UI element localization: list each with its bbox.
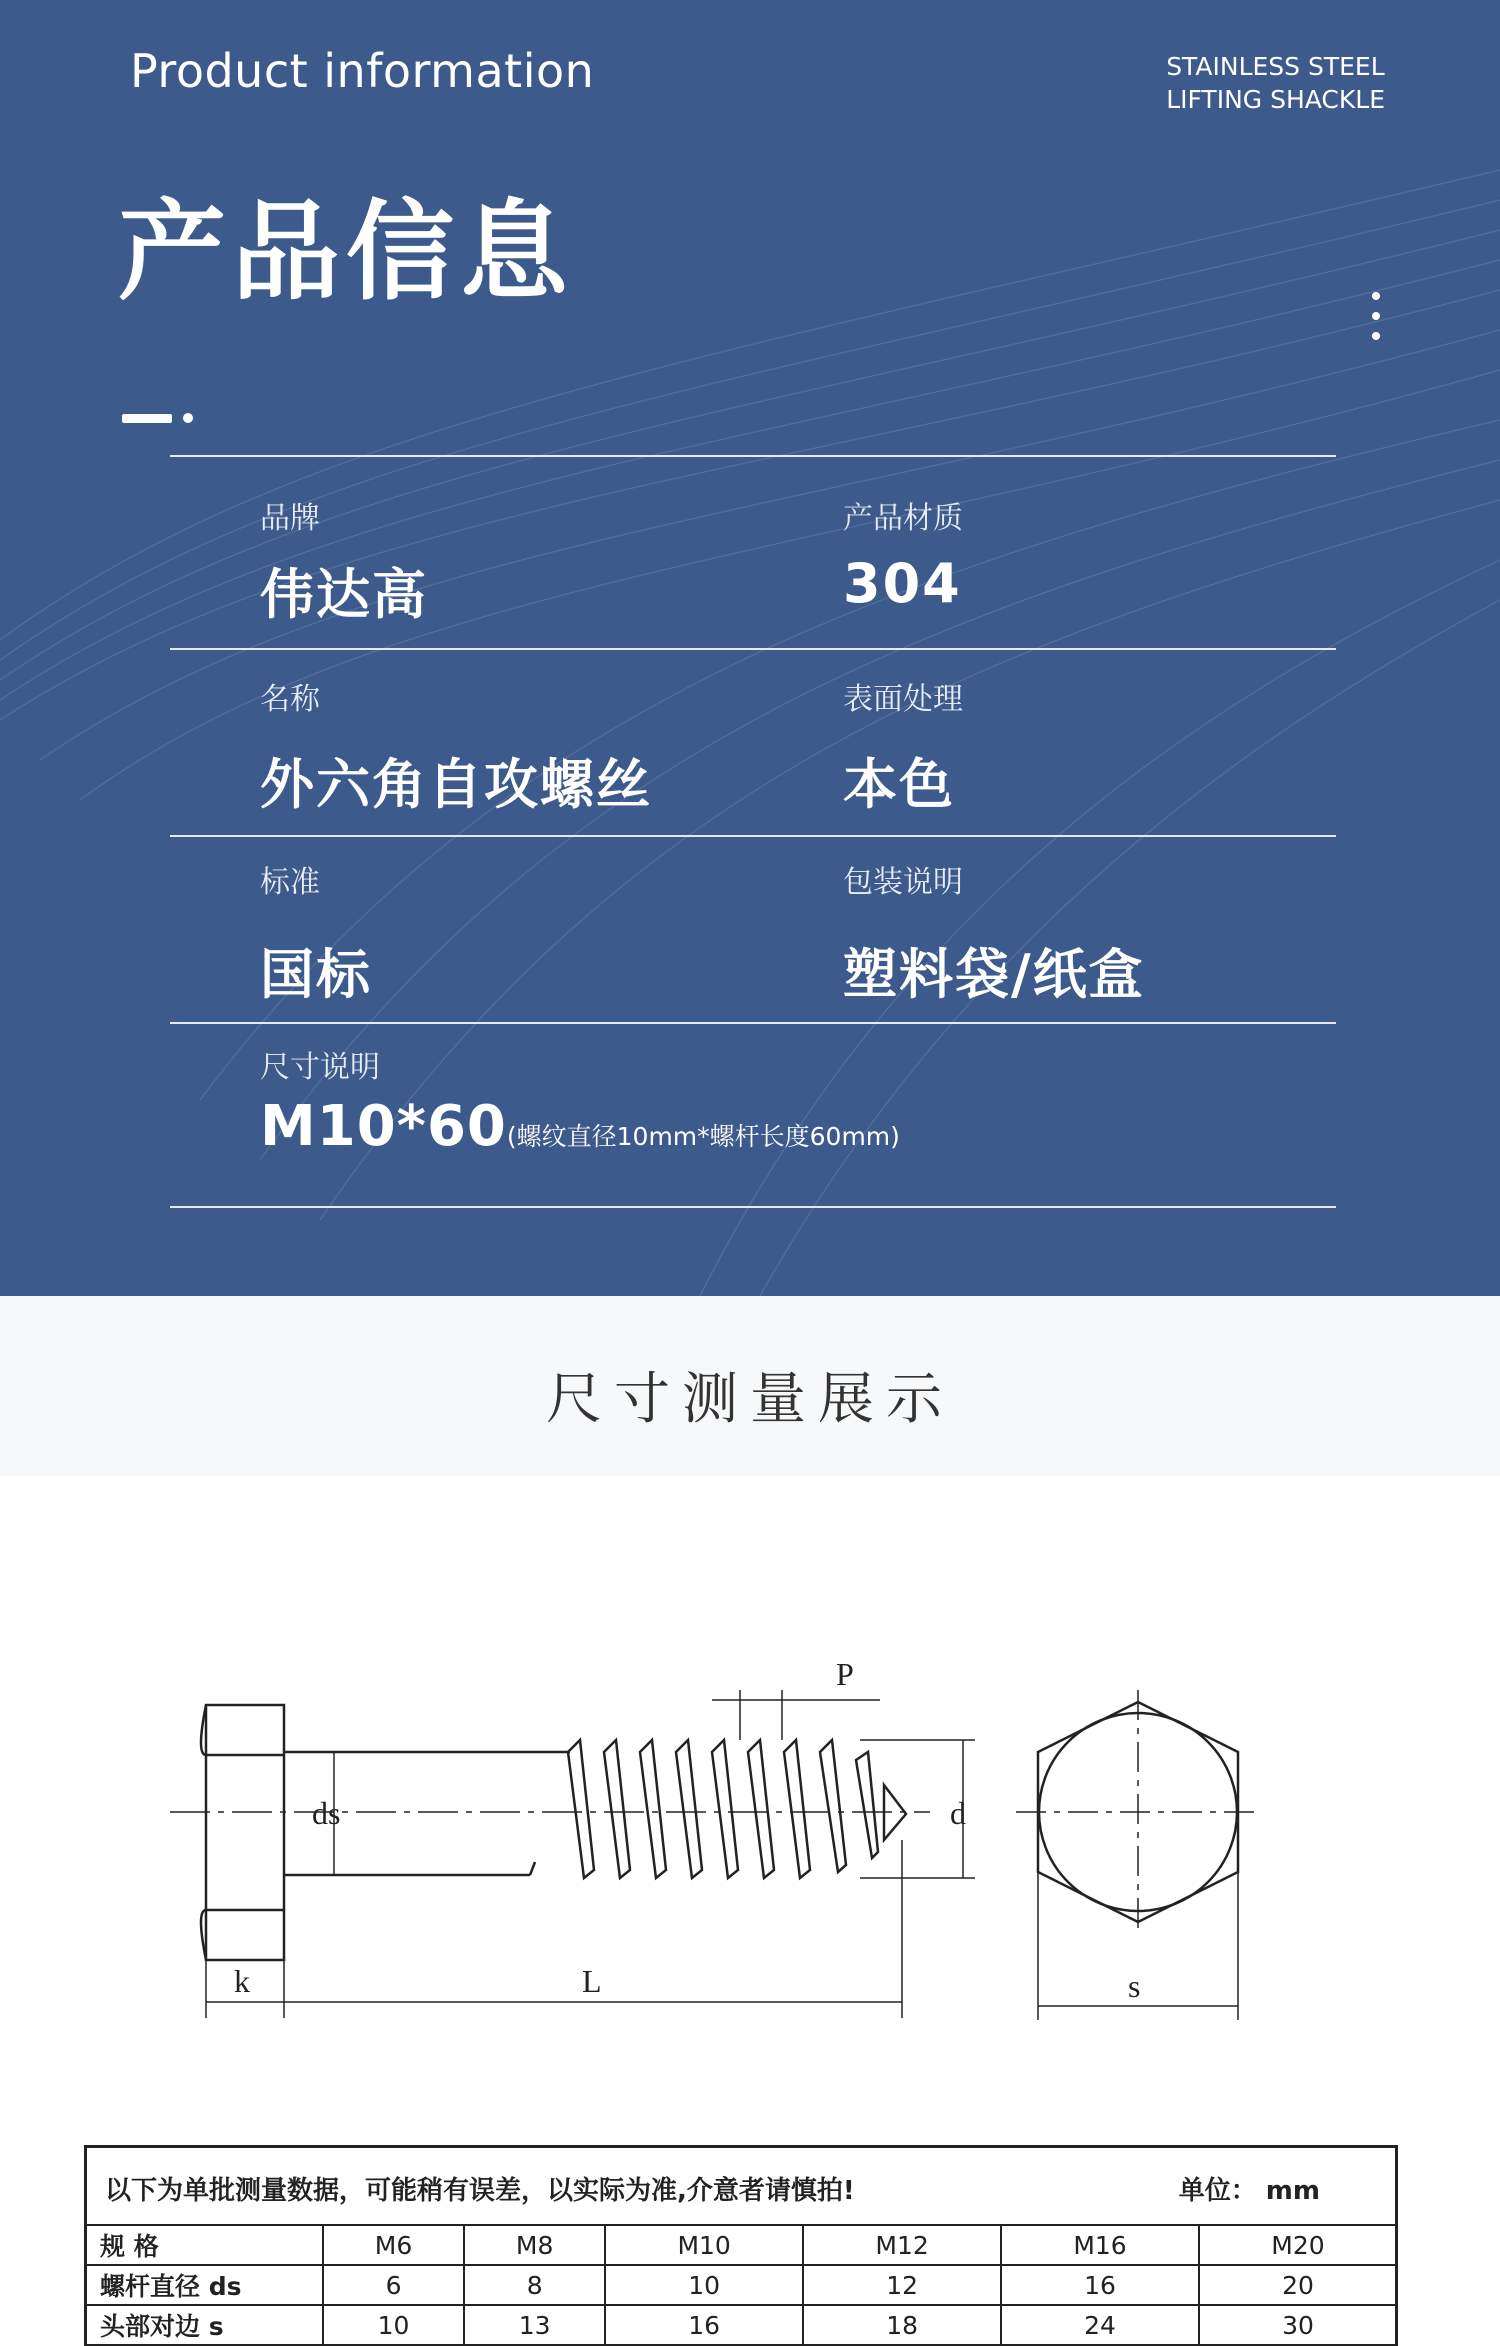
table-cell: 30 <box>1199 2305 1397 2345</box>
size-spec: M10*60 <box>260 1094 507 1159</box>
table-row <box>85 2265 1397 2305</box>
table-cell: 20 <box>1199 2265 1397 2305</box>
english-title: Product information <box>130 44 595 98</box>
label-l: L <box>582 1963 602 1999</box>
product-tagline <box>1166 50 1385 116</box>
info-value-packaging: 塑料袋/纸盒 <box>843 943 1145 1006</box>
table-cell: 10 <box>323 2305 464 2345</box>
spec-table-container <box>84 2145 1398 2345</box>
row-header: 规 格 <box>85 2225 323 2265</box>
divider <box>170 648 1336 650</box>
table-cell: 6 <box>323 2265 464 2305</box>
table-cell: 16 <box>605 2305 803 2345</box>
screw-head-outline <box>206 1705 284 1960</box>
info-label-standard: 标准 <box>260 865 320 900</box>
label-d: d <box>950 1795 966 1831</box>
table-cell: 13 <box>464 2305 605 2345</box>
info-value-standard: 国标 <box>260 943 372 1006</box>
table-cell: M12 <box>803 2225 1001 2265</box>
info-value-brand: 伟达高 <box>260 563 428 626</box>
info-value-surface: 本色 <box>843 753 955 816</box>
title-dash-decoration <box>122 414 172 423</box>
label-p: P <box>836 1656 854 1692</box>
section-title: 尺寸测量展示 <box>546 1367 954 1432</box>
divider <box>170 1022 1336 1024</box>
table-cell: 12 <box>803 2265 1001 2305</box>
info-label-name: 名称 <box>260 682 320 717</box>
table-cell: M6 <box>323 2225 464 2265</box>
table-cell: 24 <box>1001 2305 1199 2345</box>
divider <box>170 835 1336 837</box>
size-note: (螺纹直径10mm*螺杆长度60mm) <box>506 1122 900 1151</box>
divider <box>170 1206 1336 1208</box>
table-cell: M16 <box>1001 2225 1199 2265</box>
table-cell: M8 <box>464 2225 605 2265</box>
info-value-material: 304 <box>843 552 962 615</box>
info-value-name: 外六角自攻螺丝 <box>260 753 652 816</box>
table-note: 以下为单批测量数据，可能稍有误差，以实际为准,介意者请慎拍! <box>105 2176 855 2206</box>
info-label-brand: 品牌 <box>260 501 320 536</box>
screw-dimension-drawing <box>0 1640 1500 2040</box>
info-label-packaging: 包装说明 <box>843 865 963 900</box>
vertical-dots-decoration <box>1372 292 1381 352</box>
chinese-title: 产品信息 <box>118 190 575 315</box>
table-cell: 18 <box>803 2305 1001 2345</box>
tagline-line-1: STAINLESS STEEL <box>1166 52 1385 81</box>
info-label-surface: 表面处理 <box>843 682 963 717</box>
label-ds: ds <box>312 1795 341 1831</box>
spec-table <box>84 2224 1398 2346</box>
row-header: 头部对边 s <box>85 2305 323 2345</box>
title-dot-decoration <box>183 413 193 423</box>
tagline-line-2: LIFTING SHACKLE <box>1166 85 1385 114</box>
thread-pattern <box>568 1740 906 1878</box>
table-unit: 单位： mm <box>1178 2176 1320 2206</box>
table-cell: 10 <box>605 2265 803 2305</box>
table-row <box>85 2225 1397 2265</box>
info-label-material: 产品材质 <box>843 501 963 536</box>
divider <box>170 455 1336 457</box>
table-cell: M10 <box>605 2225 803 2265</box>
row-header: 螺杆直径 ds <box>85 2265 323 2305</box>
info-value-size <box>260 1094 900 1159</box>
info-label-size: 尺寸说明 <box>260 1050 380 1085</box>
table-row <box>85 2305 1397 2345</box>
table-cell: 16 <box>1001 2265 1199 2305</box>
table-cell: M20 <box>1199 2225 1397 2265</box>
label-s: s <box>1128 1968 1141 2004</box>
table-cell: 8 <box>464 2265 605 2305</box>
label-k: k <box>234 1963 250 1999</box>
